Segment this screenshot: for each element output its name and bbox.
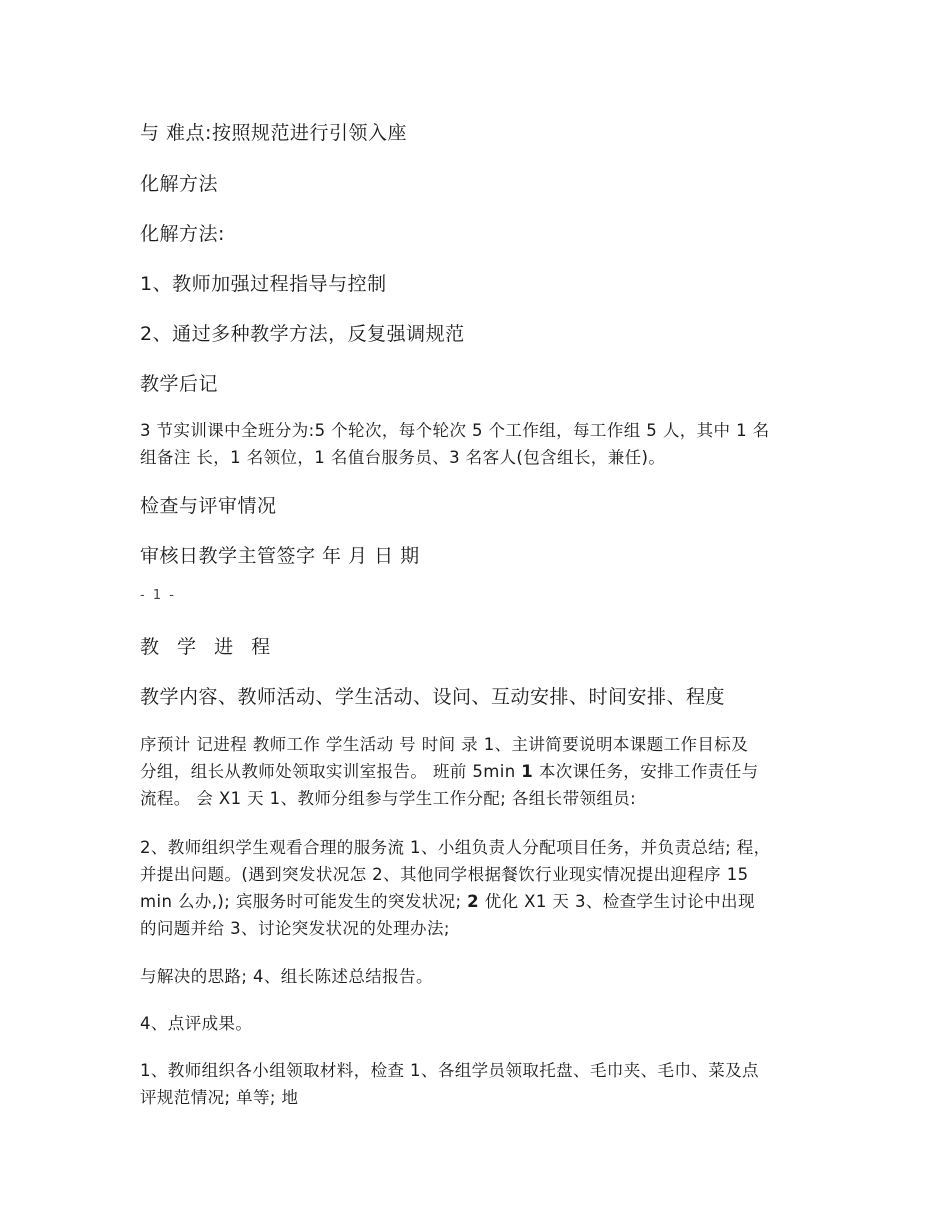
solution-heading: 化解方法 <box>140 173 219 195</box>
difficulty-heading: 与 难点:按照规范进行引领入座 <box>140 122 407 144</box>
solution-item-1: 1、教师加强过程指导与控制 <box>140 273 387 295</box>
process-line-6-a: min 么办,); 宾服务时可能发生的突发状况; <box>140 892 462 911</box>
process-line-2 <box>140 758 759 782</box>
solution-item-2: 2、通过多种教学方法，反复强调规范 <box>140 323 465 345</box>
teaching-notes-heading: 教学后记 <box>140 373 219 395</box>
process-line-2-b: 本次课任务，安排工作责任与 <box>538 762 759 781</box>
process-line-2-a: 分组，组长从教师处领取实训室报告。 班前 5min <box>140 762 516 781</box>
notes-line-2: 组备注 长，1 名领位，1 名值台服务员、3 名客人(包含组长，兼任)。 <box>140 448 666 467</box>
step-number-2: 2 <box>467 892 480 911</box>
solution-label: 化解方法: <box>140 223 225 245</box>
review-heading: 检查与评审情况 <box>140 495 277 517</box>
step-number-1: 1 <box>521 762 534 781</box>
process-line-10: 1、教师组织各小组领取材料，检查 1、各组学员领取托盘、毛巾夹、毛巾、菜及点 <box>140 1061 759 1080</box>
process-columns-line: 教学内容、教师活动、学生活动、设问、互动安排、时间安排、程度 <box>140 686 726 708</box>
page-number: - 1 - <box>140 588 176 603</box>
notes-line-1: 3 节实训课中全班分为:5 个轮次，每个轮次 5 个工作组，每工作组 5 人，其中 1 名 <box>140 421 770 440</box>
process-line-3: 流程。 会 X1 天 1、教师分组参与学生工作分配; 各组长带领组员: <box>140 789 637 808</box>
process-line-7: 的问题并给 3、讨论突发状况的处理办法; <box>140 919 450 938</box>
process-line-4: 2、教师组织学生观看合理的服务流 1、小组负责人分配项目任务，并负责总结; 程， <box>140 838 771 857</box>
process-line-6 <box>140 888 755 912</box>
approval-line: 审核日教学主管签字 年 月 日 期 <box>140 545 420 567</box>
process-line-9: 4、点评成果。 <box>140 1014 253 1033</box>
process-line-11: 评规范情况; 单等; 地 <box>140 1088 299 1107</box>
process-title: 教 学 进 程 <box>140 636 277 658</box>
process-line-6-b: 优化 X1 天 3、检查学生讨论中出现 <box>484 892 755 911</box>
process-line-8: 与解决的思路; 4、组长陈述总结报告。 <box>140 967 433 986</box>
process-line-1: 序预计 记进程 教师工作 学生活动 号 时间 录 1、主讲简要说明本课题工作目标及 <box>140 735 749 754</box>
process-line-5: 并提出问题。(遇到突发状况怎 2、其他同学根据餐饮行业现实情况提出迎程序 15 <box>140 865 749 884</box>
